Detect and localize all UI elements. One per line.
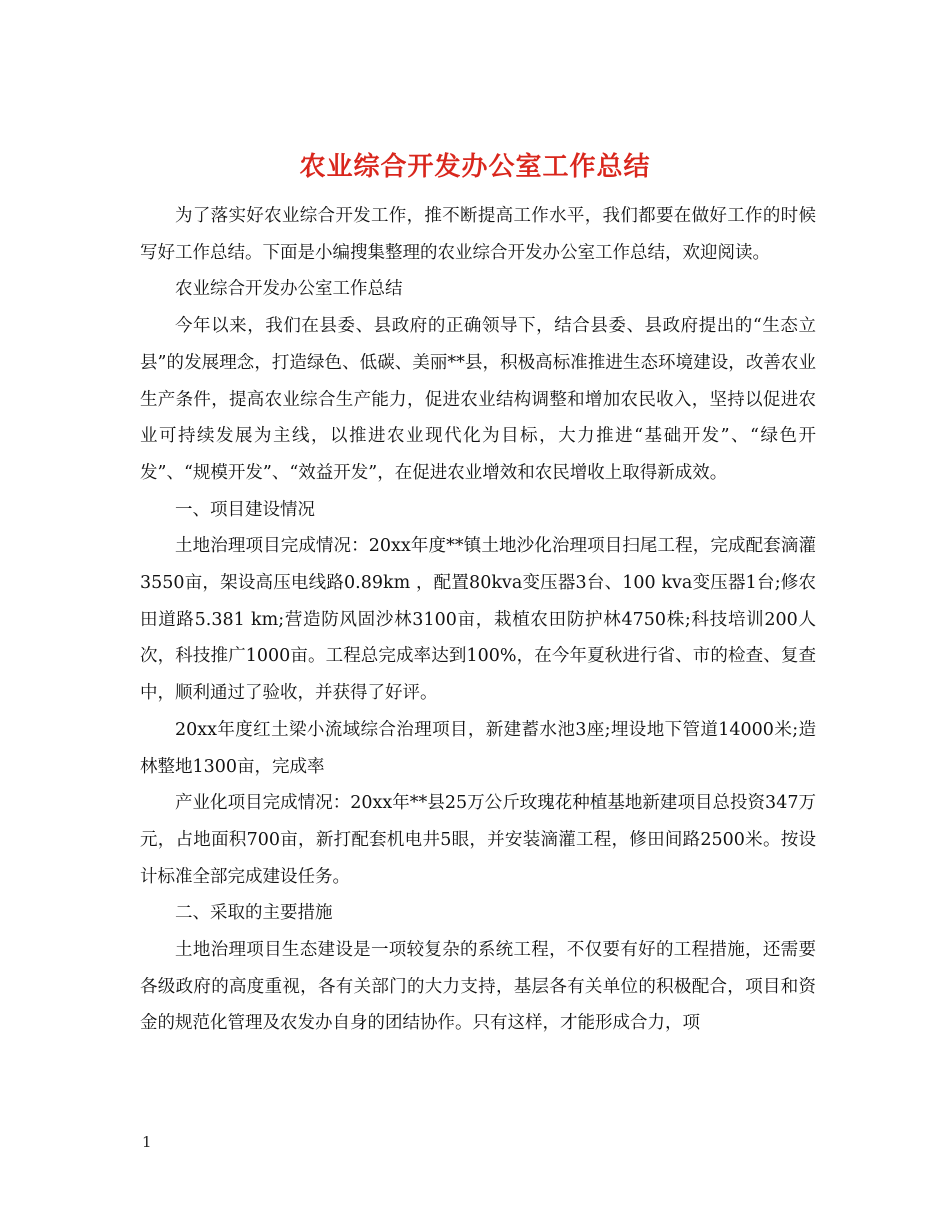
paragraph-measures: 土地治理项目生态建设是一项较复杂的系统工程，不仅要有好的工程措施，还需要各级政府的高度重视，各有关部门的大力支持，基层各有关单位的积极配合，项目和资金的规范化管理及农发办自身的团结协作。只有这样，才能形成合力，项 xyxy=(140,940,816,1034)
page-number: 1 xyxy=(142,1133,152,1151)
document-body xyxy=(140,198,816,1042)
paragraph-land-governance: 土地治理项目完成情况：20xx年度**镇土地沙化治理项目扫尾工程，完成配套滴灌3550亩，架设高压电线路0.89km ，配置80kva变压器3台、100 kva变压器1台;修农田道路5.381 km;营造防风固沙林3100亩，栽植农田防护林4750株;科技培训200人次，科技推广1000亩。工程总完成率达到100%，在今年夏秋进行省、市的检查、复查中，顺利通过了验收，并获得了好评。 xyxy=(140,536,816,704)
paragraph-subtitle: 农业综合开发办公室工作总结 xyxy=(175,279,403,300)
page-title: 农业综合开发办公室工作总结 xyxy=(299,152,651,183)
paragraph-watershed-project: 20xx年度红土梁小流域综合治理项目，新建蓄水池3座;埋设地下管道14000米;造林整地1300亩，完成率 xyxy=(140,719,816,777)
section-heading-main-measures: 二、采取的主要措施 xyxy=(175,903,333,924)
paragraph-industrialization: 产业化项目完成情况：20xx年**县25万公斤玫瑰花种植基地新建项目总投资347万元，占地面积700亩，新打配套机电井5眼，并安装滴灌工程，修田间路2500米。按设计标准全部完成建设任务。 xyxy=(140,793,816,887)
paragraph-overview: 今年以来，我们在县委、县政府的正确领导下，结合县委、县政府提出的“生态立县”的发展理念，打造绿色、低碳、美丽**县，积极高标准推进生态环境建设，改善农业生产条件，提高农业综合生产能力，促进农业结构调整和增加农民收入，坚持以促进农业可持续发展为主线，以推进农业现代化为目标，大力推进“基础开发”、“绿色开发”、“规模开发”、“效益开发”，在促进农业增效和农民增收上取得新成效。 xyxy=(140,316,816,483)
paragraph-intro: 为了落实好农业综合开发工作，推不断提高工作水平，我们都要在做好工作的时候写好工作总结。下面是小编搜集整理的农业综合开发办公室工作总结，欢迎阅读。 xyxy=(140,206,816,263)
section-heading-project-construction: 一、项目建设情况 xyxy=(175,499,315,520)
